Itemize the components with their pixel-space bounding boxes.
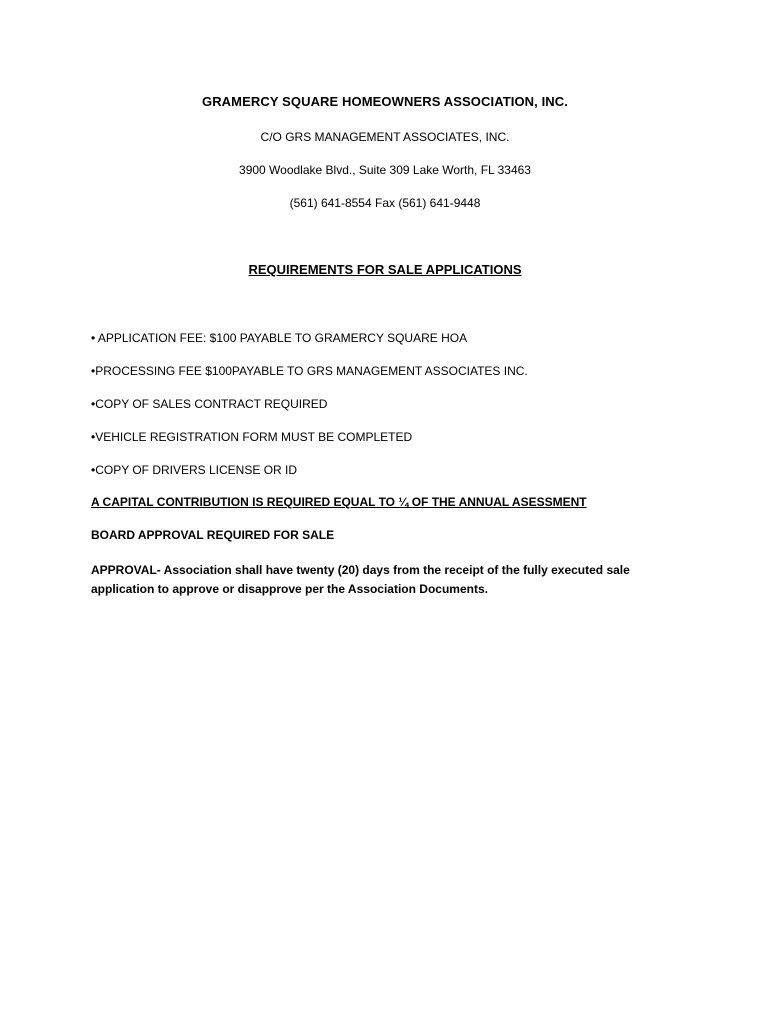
board-approval-notice: BOARD APPROVAL REQUIRED FOR SALE xyxy=(91,528,335,542)
requirement-sales-contract: •COPY OF SALES CONTRACT REQUIRED xyxy=(91,397,328,411)
address-line: 3900 Woodlake Blvd., Suite 309 Lake Worth, FL 33463 xyxy=(239,163,531,177)
organization-name: GRAMERCY SQUARE HOMEOWNERS ASSOCIATION, INC. xyxy=(201,94,568,109)
phone-fax-line: (561) 641-8554 Fax (561) 641-9448 xyxy=(289,196,481,210)
requirement-drivers-license: •COPY OF DRIVERS LICENSE OR ID xyxy=(91,463,298,477)
approval-paragraph: APPROVAL- Association shall have twenty (20) days from the receipt of the fully executed sale application to approve or disapprove per the Association Documents. xyxy=(91,563,630,596)
requirement-application-fee: • APPLICATION FEE: $100 PAYABLE TO GRAMERCY SQUARE HOA xyxy=(91,331,468,345)
document-title: REQUIREMENTS FOR SALE APPLICATIONS xyxy=(248,262,522,277)
requirement-processing-fee: •PROCESSING FEE $100PAYABLE TO GRS MANAGEMENT ASSOCIATES INC. xyxy=(91,364,528,378)
capital-contribution-notice: A CAPITAL CONTRIBUTION IS REQUIRED EQUAL TO ¼ OF THE ANNUAL ASESSMENT xyxy=(91,495,587,509)
requirement-vehicle-registration: •VEHICLE REGISTRATION FORM MUST BE COMPLETED xyxy=(91,430,413,444)
care-of-line: C/O GRS MANAGEMENT ASSOCIATES, INC. xyxy=(260,130,510,144)
requirements-list xyxy=(91,331,691,496)
